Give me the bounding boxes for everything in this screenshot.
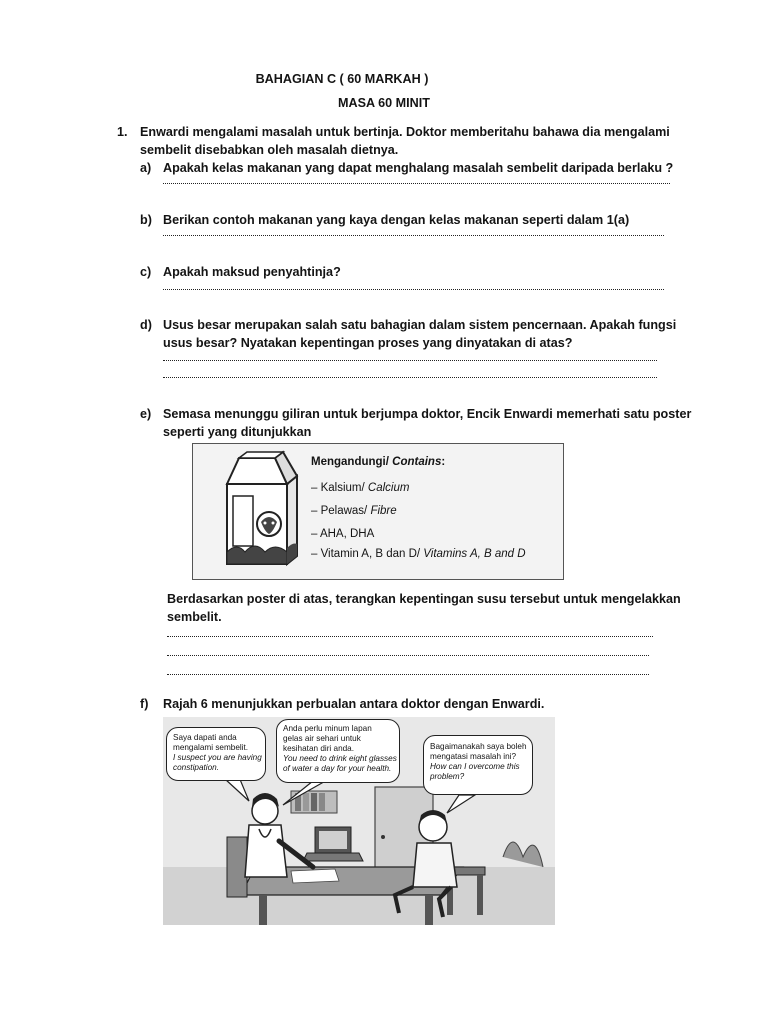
- poster-heading-colon: :: [441, 456, 446, 468]
- poster-item: [311, 528, 374, 540]
- milk-poster: [192, 443, 564, 580]
- poster-item-ms: – AHA, DHA: [311, 528, 375, 540]
- answer-line: [163, 289, 664, 290]
- question-number: 1.: [117, 125, 128, 139]
- poster-heading-ms: Mengandungi/: [311, 456, 393, 468]
- poster-item-ms: – Kalsium/: [311, 482, 368, 494]
- part-e-label: e): [140, 407, 152, 421]
- bubble-text: mengalami sembelit.: [173, 743, 249, 752]
- poster-item: [311, 482, 409, 494]
- answer-line: [163, 235, 664, 236]
- bubble-text: Bagaimanakah saya boleh: [430, 742, 527, 751]
- part-c-question: Apakah maksud penyahtinja?: [163, 265, 341, 279]
- doctor-patient-illustration: [163, 717, 555, 925]
- question-intro-line2: sembelit disebabkan oleh masalah dietnya.: [140, 143, 399, 157]
- bubble-text-en: How can I overcome this: [430, 762, 520, 771]
- section-title: BAHAGIAN C ( 60 MARKAH ): [255, 72, 429, 86]
- question-intro-line1: Enwardi mengalami masalah untuk bertinja. Doktor memberitahu bahawa dia mengalami: [140, 125, 670, 139]
- bubble-text-en: of water a day for your health.: [283, 764, 392, 773]
- speech-bubble-patient: [423, 735, 533, 795]
- poster-heading: [311, 456, 445, 468]
- part-d-label: d): [140, 318, 152, 332]
- bubble-text: mengatasi masalah ini?: [430, 752, 517, 761]
- milk-carton-illustration: [199, 444, 309, 577]
- bubble-text: Saya dapati anda: [173, 733, 237, 742]
- poster-item-ms: – Vitamin A, B dan D/: [311, 548, 424, 560]
- bubble-text: gelas air sehari untuk: [283, 734, 361, 743]
- part-b-question: Berikan contoh makanan yang kaya dengan kelas makanan seperti dalam 1(a): [163, 213, 630, 227]
- speech-bubble-doctor-advice: [276, 719, 400, 783]
- answer-line: [163, 183, 670, 184]
- poster-item: [311, 505, 397, 517]
- poster-item-en: Calcium: [367, 482, 410, 494]
- part-a-label: a): [140, 161, 152, 175]
- part-d-question-line1: Usus besar merupakan salah satu bahagian dalam sistem pencernaan. Apakah fungsi: [163, 318, 677, 332]
- poster-item-en: Fibre: [370, 505, 397, 517]
- poster-item: [311, 548, 526, 560]
- time-allowed: MASA 60 MINIT: [338, 96, 430, 110]
- part-f-label: f): [140, 697, 149, 711]
- part-b-label: b): [140, 213, 152, 227]
- poster-item-en: Vitamins A, B and D: [423, 548, 526, 560]
- bubble-text-en: You need to drink eight glasses: [283, 754, 397, 763]
- part-f-question: Rajah 6 menunjukkan perbualan antara doktor dengan Enwardi.: [163, 697, 545, 711]
- part-d-question-line2: usus besar? Nyatakan kepentingan proses yang dinyatakan di atas?: [163, 336, 573, 350]
- poster-heading-en: Contains: [392, 456, 442, 468]
- answer-line: [163, 360, 657, 361]
- part-c-label: c): [140, 265, 152, 279]
- part-e-question-line1: Semasa menunggu giliran untuk berjumpa doktor, Encik Enwardi memerhati satu poster: [163, 407, 692, 421]
- answer-line: [163, 377, 657, 378]
- bubble-text-en: constipation.: [173, 763, 219, 772]
- part-e-followup-line2: sembelit.: [167, 610, 222, 624]
- bubble-text-en: problem?: [430, 772, 465, 781]
- answer-line: [167, 636, 653, 637]
- answer-line: [167, 655, 649, 656]
- bubble-text: Anda perlu minum lapan: [283, 724, 372, 733]
- speech-bubble-doctor: [166, 727, 266, 781]
- part-a-question: Apakah kelas makanan yang dapat menghalang masalah sembelit daripada berlaku ?: [163, 161, 674, 175]
- part-e-followup-line1: Berdasarkan poster di atas, terangkan kepentingan susu tersebut untuk mengelakkan: [167, 592, 681, 606]
- bubble-text: kesihatan diri anda.: [283, 744, 355, 753]
- bubble-text-en: I suspect you are having: [173, 753, 262, 762]
- part-e-question-line2: seperti yang ditunjukkan: [163, 425, 312, 439]
- poster-item-ms: – Pelawas/: [311, 505, 371, 517]
- answer-line: [167, 674, 649, 675]
